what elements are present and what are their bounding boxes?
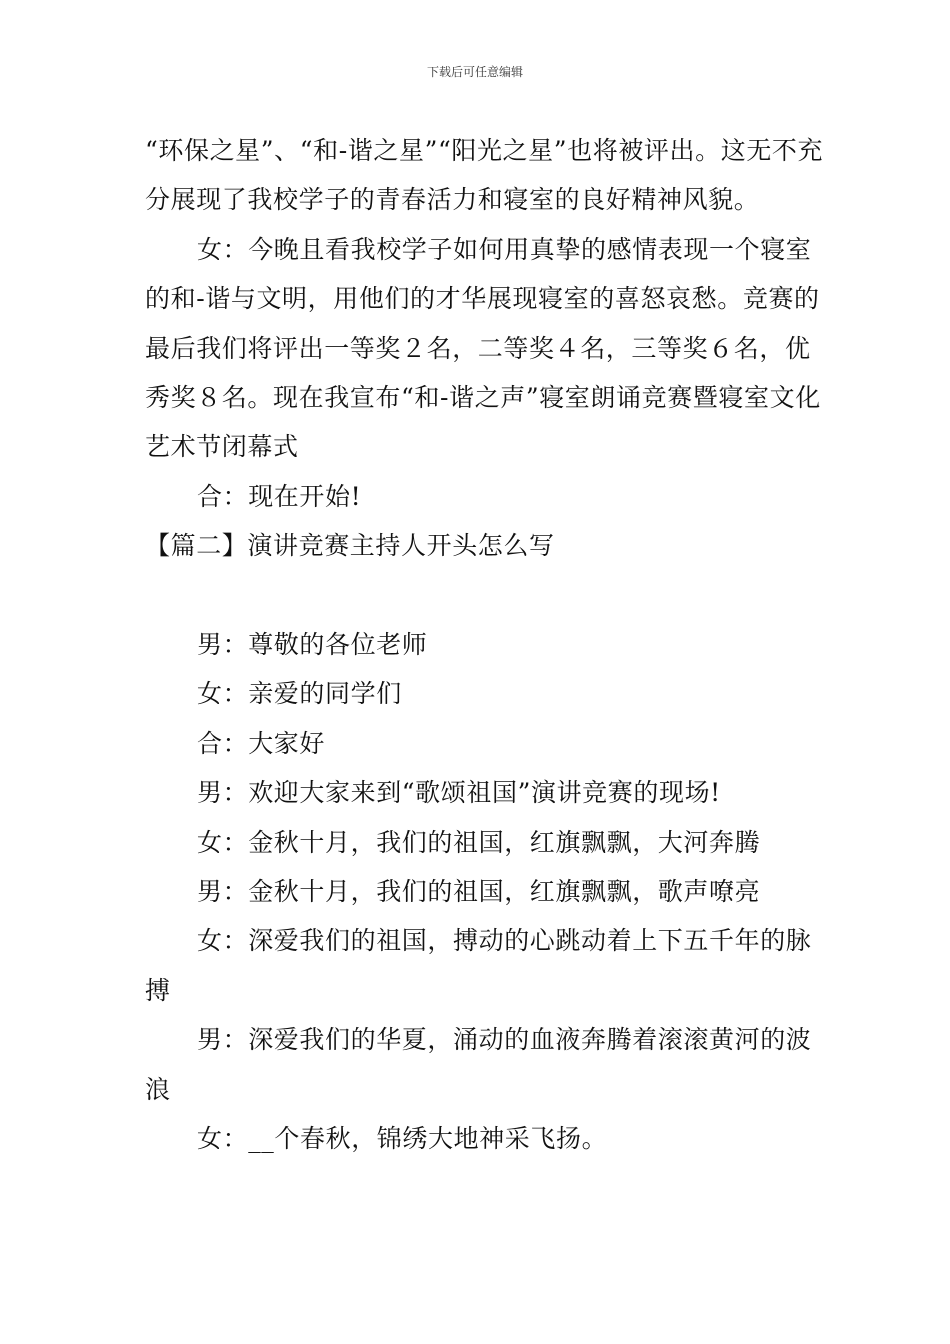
blank-line <box>145 571 825 620</box>
paragraph-awards-intro: “环保之星”、“和-谐之星”“阳光之星”也将被评出。这无不充分展现了我校学子的青春活力和寝室的良好精神风貌。 <box>145 136 824 215</box>
document-body <box>145 126 825 1164</box>
paragraph-together-hello: 合：大家好 <box>197 728 326 758</box>
paragraph-male-golden-autumn: 男：金秋十月，我们的祖国，红旗飘飘，歌声嘹亮 <box>197 877 761 907</box>
paragraph-female-love-motherland: 女：深爱我们的祖国，搏动的心跳动着上下五千年的脉搏 <box>145 926 812 1005</box>
paragraph-female-dear-students: 女：亲爱的同学们 <box>197 679 402 709</box>
paragraph-female-springs-autumns: 女：__个春秋，锦绣大地神采飞扬。 <box>197 1124 608 1154</box>
paragraph-together-begin: 合：现在开始! <box>197 481 362 511</box>
paragraph-male-welcome: 男：欢迎大家来到“歌颂祖国”演讲竞赛的现场! <box>197 778 721 808</box>
page-header-note: 下载后可任意编辑 <box>426 65 523 79</box>
paragraph-female-golden-autumn: 女：金秋十月，我们的祖国，红旗飘飘，大河奔腾 <box>197 827 761 857</box>
paragraph-male-love-china: 男：深爱我们的华夏，涌动的血液奔腾着滚滚黄河的波浪 <box>145 1025 812 1104</box>
paragraph-male-respected-teachers: 男：尊敬的各位老师 <box>197 630 428 660</box>
paragraph-female-host-closing: 女：今晚且看我校学子如何用真挚的感情表现一个寝室的和-谐与文明，用他们的才华展现寝室的喜怒哀愁。竞赛的最后我们将评出一等奖２名，二等奖４名，三等奖６名，优秀奖８名。现在我宣布“和-谐之声”寝室朗诵竞赛暨寝室文化艺术节闭幕式 <box>145 234 821 462</box>
section-heading-part-two: 【篇二】演讲竞赛主持人开头怎么写 <box>145 531 555 561</box>
